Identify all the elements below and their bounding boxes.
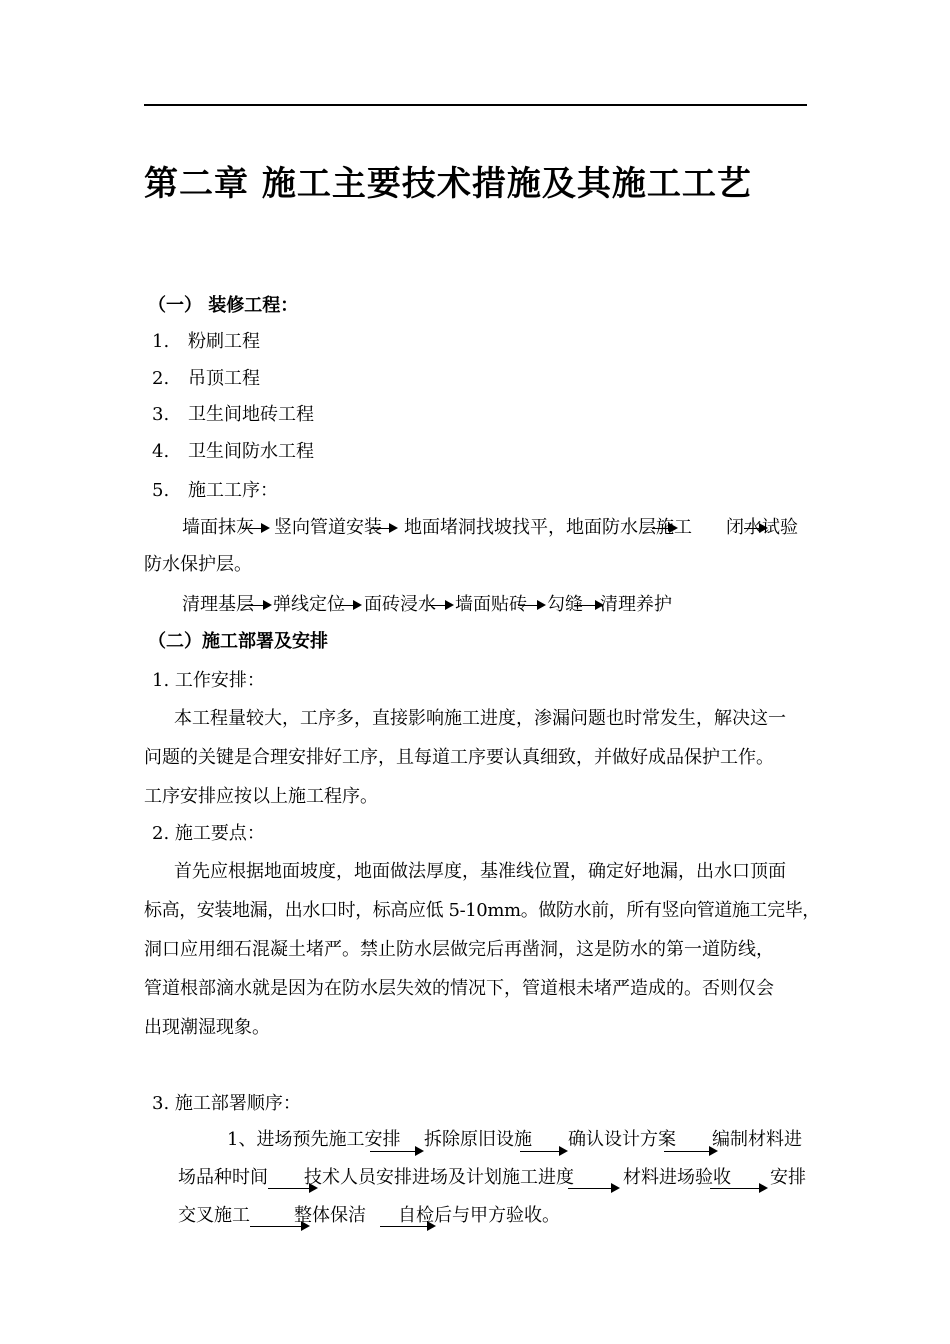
flow-arrow: [246, 605, 270, 606]
paragraph-line: 工序安排应按以上施工程序。: [144, 786, 378, 807]
flow-step: 竖向管道安装: [274, 517, 382, 538]
flow-arrow: [242, 528, 268, 529]
list-number: 2.: [152, 368, 170, 389]
sequence-arrow: [520, 1151, 566, 1152]
list-item-4: [152, 440, 314, 464]
paragraph-line: 出现潮湿现象。: [144, 1017, 270, 1038]
sequence-step: 交叉施工: [178, 1205, 250, 1226]
sequence-step: 1、进场预先施工安排: [227, 1129, 401, 1150]
flow-arrow: [518, 605, 544, 606]
list-number: 5.: [152, 480, 170, 501]
flow-step: 地面堵洞找坡找平，地面防水层施工: [404, 517, 692, 538]
sequence-step: 场品种时间: [178, 1167, 268, 1188]
paragraph-line: 管道根部滴水就是因为在防水层失效的情况下，管道根未堵严造成的。否则仅会: [144, 978, 774, 999]
sequence-arrow: [370, 1151, 422, 1152]
sub-heading: 3. 施工部署顺序：: [152, 1093, 301, 1114]
sub-heading: 2. 施工要点：: [152, 823, 265, 844]
list-item-2: [152, 367, 260, 391]
list-text: 粉刷工程: [188, 331, 260, 352]
sequence-step: 编制材料进: [712, 1129, 802, 1150]
flow-step: 清理养护: [600, 594, 672, 615]
paragraph-line: 标高，安装地漏，出水口时，标高应低 5-10mm。做防水前，所有竖向管道施工完毕，: [144, 900, 820, 921]
list-item-3: [152, 403, 314, 427]
paragraph-line: 首先应根据地面坡度，地面做法厚度，基准线位置，确定好地漏，出水口顶面: [174, 861, 786, 882]
sub-heading: 1. 工作安排：: [152, 670, 265, 691]
flow-step: 清理基层: [182, 594, 254, 615]
header-rule: [144, 104, 807, 106]
sequence-arrow: [710, 1188, 766, 1189]
chapter-title: 第二章 施工主要技术措施及其施工工艺: [144, 164, 752, 204]
list-item-1: [152, 330, 260, 354]
sequence-step: 材料进场验收: [623, 1167, 731, 1188]
flow-arrow: [428, 605, 452, 606]
flow-continuation: 防水保护层。: [144, 554, 252, 575]
flow-step: 墙面抹灰: [182, 517, 254, 538]
flow-step: 闭水试验: [726, 517, 798, 538]
paragraph-line: 问题的关键是合理安排好工序，且每道工序要认真细致，并做好成品保护工作。: [144, 747, 774, 768]
flow-arrow: [744, 528, 766, 529]
sequence-step: 自检后与甲方验收。: [398, 1205, 560, 1226]
list-text: 施工工序：: [188, 480, 278, 501]
sequence-step: 拆除原旧设施: [424, 1129, 532, 1150]
flow-step: 勾缝: [547, 594, 583, 615]
flow-arrow: [652, 528, 676, 529]
paragraph-line: 洞口应用细石混凝土堵严。禁止防水层做完后再凿洞，这是防水的第一道防线，: [144, 939, 774, 960]
list-text: 卫生间地砖工程: [188, 404, 314, 425]
flow-step: 弹线定位: [273, 594, 345, 615]
paragraph-line: 本工程量较大，工序多，直接影响施工进度，渗漏问题也时常发生，解决这一: [174, 708, 786, 729]
sequence-arrow: [664, 1151, 716, 1152]
sequence-step: 安排: [770, 1167, 806, 1188]
list-number: 4.: [152, 441, 170, 462]
list-text: 吊顶工程: [188, 368, 260, 389]
sequence-arrow: [568, 1188, 618, 1189]
list-item-5: [152, 479, 278, 503]
list-text: 卫生间防水工程: [188, 441, 314, 462]
flow-step: 墙面贴砖: [455, 594, 527, 615]
sequence-step: 技术人员安排进场及计划施工进度: [304, 1167, 574, 1188]
sequence-step: 确认设计方案: [568, 1129, 676, 1150]
sequence-step: 整体保洁: [294, 1205, 366, 1226]
flow-step: 面砖浸水: [364, 594, 436, 615]
flow-arrow: [372, 528, 396, 529]
flow-arrow: [574, 605, 602, 606]
list-number: 1.: [152, 331, 170, 352]
list-number: 3.: [152, 404, 170, 425]
section-heading-deployment: （二）施工部署及安排: [148, 631, 328, 652]
section-heading-decoration: （一） 装修工程：: [148, 295, 299, 316]
flow-arrow: [336, 605, 360, 606]
